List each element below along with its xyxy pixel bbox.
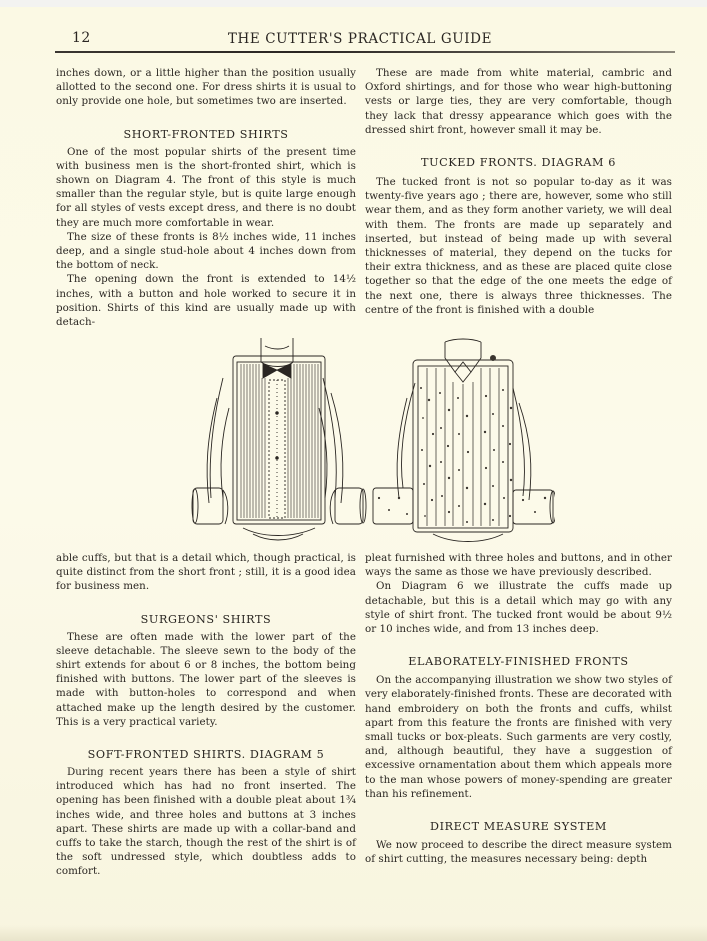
left-column-bottom — [56, 551, 356, 879]
paragraph: The opening down the front is extended to 14½ inches, with a button and hole worked to secure it in position. Shirts of this kind are usually made up with detach- — [56, 273, 356, 329]
shirt-fronts-illustration — [183, 338, 555, 550]
paragraph: We now proceed to describe the direct measure system of shirt cutting, the measures necessary being: depth — [365, 839, 672, 866]
paragraph: pleat furnished with three holes and buttons, and in other ways the same as those we have previously described. — [365, 552, 672, 579]
section-heading-soft-fronted: SOFT-FRONTED SHIRTS. DIAGRAM 5 — [87, 748, 325, 762]
paragraph: On Diagram 6 we illustrate the cuffs made up detachable, but this is a detail which may go with any style of shirt front. The tucked front would be about 9½ or 10 inches wide, and from 13 inches deep. — [365, 580, 672, 636]
right-column-bottom — [365, 551, 672, 866]
right-shirt-drawing — [373, 339, 555, 542]
paragraph: These are made from white material, cambric and Oxford shirtings, and for those who wear high-buttoning vests or large ties, they are very comfortable, though they lack that dressy appearance which goes with the dressed shirt front, however small it may be. — [365, 67, 672, 136]
section-heading-tucked-fronts: TUCKED FRONTS. DIAGRAM 6 — [421, 156, 616, 170]
paragraph: On the accompanying illustration we show two styles of very elaborately-finished fronts. These are decorated with hand embroidery on both the fronts and cuffs, whilst apart from this feature the fronts are finished with very small tucks or box-pleats. Such garments are very costly, and, although beautiful, they have a suggestion of excessive ornamentation about them which appeals more to the man whose powers of money-spending are greater than his refinement. — [365, 674, 672, 800]
paragraph: inches down, or a little higher than the position usually allotted to the second one. For dress shirts it is usual to only provide one hole, but sometimes two are inserted. — [56, 67, 356, 108]
section-heading-elaborately-finished: ELABORATELY-FINISHED FRONTS — [408, 655, 629, 669]
section-heading-direct-measure: DIRECT MEASURE SYSTEM — [430, 820, 607, 834]
paragraph: The tucked front is not so popular to-day as it was twenty-five years ago ; there are, however, some who still wear them, and as they form another variety, we will deal with them. The fronts are made up separately and inserted, but instead of being made up with several thicknesses of material, they depend on the tucks for their extra thickness, and as these are placed quite close together so that the edge of the one meets the edge of the next one, there is always three thicknesses. The centre of the front is finished with a double — [365, 176, 672, 316]
shirt-illustration-graphic — [183, 338, 555, 550]
running-title: THE CUTTER'S PRACTICAL GUIDE — [227, 31, 493, 47]
paragraph: The size of these fronts is 8½ inches wide, 11 inches deep, and a single stud-hole about 4 inches down from the bottom of neck. — [56, 230, 356, 272]
section-heading-surgeons: SURGEONS' SHIRTS — [140, 612, 272, 626]
page-bottom-shadow — [0, 925, 707, 941]
paragraph: These are often made with the lower part of the sleeve detachable. The sleeve sewn to the body of the shirt extends for about 6 or 8 inches, the bottom being finished with buttons. The lower part of the sleeves is made with button-holes to correspond and when attached make up the length desired by the customer. This is a very practical variety. — [56, 630, 356, 728]
page-number: 12 — [72, 30, 91, 46]
section-heading-short-fronted: SHORT-FRONTED SHIRTS — [123, 127, 289, 141]
paragraph: able cuffs, but that is a detail which, though practical, is quite distinct from the short front ; still, it is a good idea for business men. — [56, 552, 356, 593]
left-column-top — [56, 66, 356, 329]
right-column-top — [365, 66, 672, 317]
paragraph: During recent years there has been a style of shirt introduced which has had no front inserted. The opening has been finished with a double pleat about 1¾ inches wide, and three holes and buttons at 3 inches apart. These shirts are made up with a collar-band and cuffs to take the starch, though the rest of the shirt is of the soft undressed style, which doubtless adds to comfort. — [56, 766, 356, 878]
left-shirt-drawing — [192, 338, 366, 540]
paragraph: One of the most popular shirts of the present time with business men is the short-fronted shirt, which is shown on Diagram 4. The front of this style is much smaller than the regular style, but is quite large enough for all styles of vests except dress, and there is no doubt they are much more comfortable in wear. — [56, 145, 356, 229]
header-rule — [55, 51, 675, 53]
